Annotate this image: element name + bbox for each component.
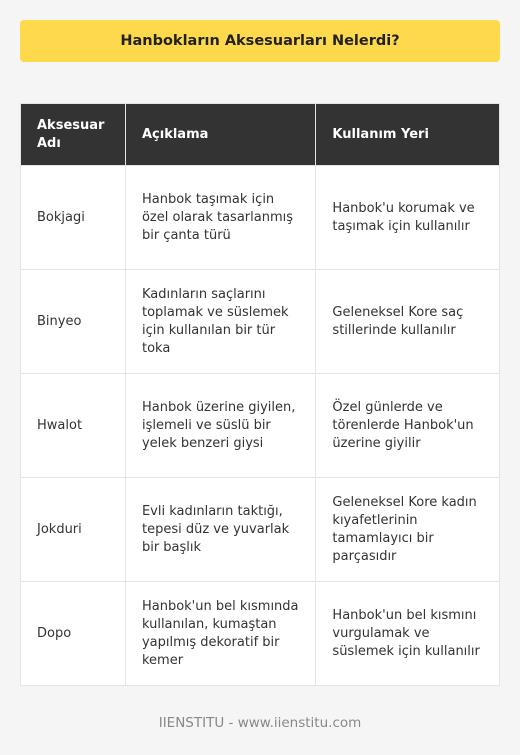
cell-usage: Geleneksel Kore saç stillerinde kullanılır <box>316 270 500 374</box>
table-row <box>21 374 500 478</box>
header-description: Açıklama <box>125 104 315 166</box>
table-row <box>21 582 500 686</box>
table-header-row <box>21 104 500 166</box>
cell-accessory-name: Jokduri <box>21 478 126 582</box>
cell-description: Hanbok üzerine giyilen, işlemeli ve süslü bir yelek benzeri giysi <box>125 374 315 478</box>
cell-description: Hanbok taşımak için özel olarak tasarlanmış bir çanta türü <box>125 166 315 270</box>
page-title: Hanbokların Aksesuarları Nelerdi? <box>20 20 500 62</box>
cell-description: Kadınların saçlarını toplamak ve süslemek için kullanılan bir tür toka <box>125 270 315 374</box>
table-row <box>21 478 500 582</box>
cell-usage: Hanbok'un bel kısmını vurgulamak ve süslemek için kullanılır <box>316 582 500 686</box>
cell-usage: Geleneksel Kore kadın kıyafetlerinin tamamlayıcı bir parçasıdır <box>316 478 500 582</box>
cell-accessory-name: Bokjagi <box>21 166 126 270</box>
header-usage: Kullanım Yeri <box>316 104 500 166</box>
cell-usage: Özel günlerde ve törenlerde Hanbok'un üzerine giyilir <box>316 374 500 478</box>
cell-description: Evli kadınların taktığı, tepesi düz ve yuvarlak bir başlık <box>125 478 315 582</box>
table-row <box>21 270 500 374</box>
cell-usage: Hanbok'u korumak ve taşımak için kullanılır <box>316 166 500 270</box>
cell-accessory-name: Binyeo <box>21 270 126 374</box>
accessories-table <box>20 103 500 686</box>
header-accessory-name: Aksesuar Adı <box>21 104 126 166</box>
cell-description: Hanbok'un bel kısmında kullanılan, kumaştan yapılmış dekoratif bir kemer <box>125 582 315 686</box>
cell-accessory-name: Hwalot <box>21 374 126 478</box>
footer-credit: IIENSTITU - www.iienstitu.com <box>158 715 362 731</box>
table-row <box>21 166 500 270</box>
cell-accessory-name: Dopo <box>21 582 126 686</box>
